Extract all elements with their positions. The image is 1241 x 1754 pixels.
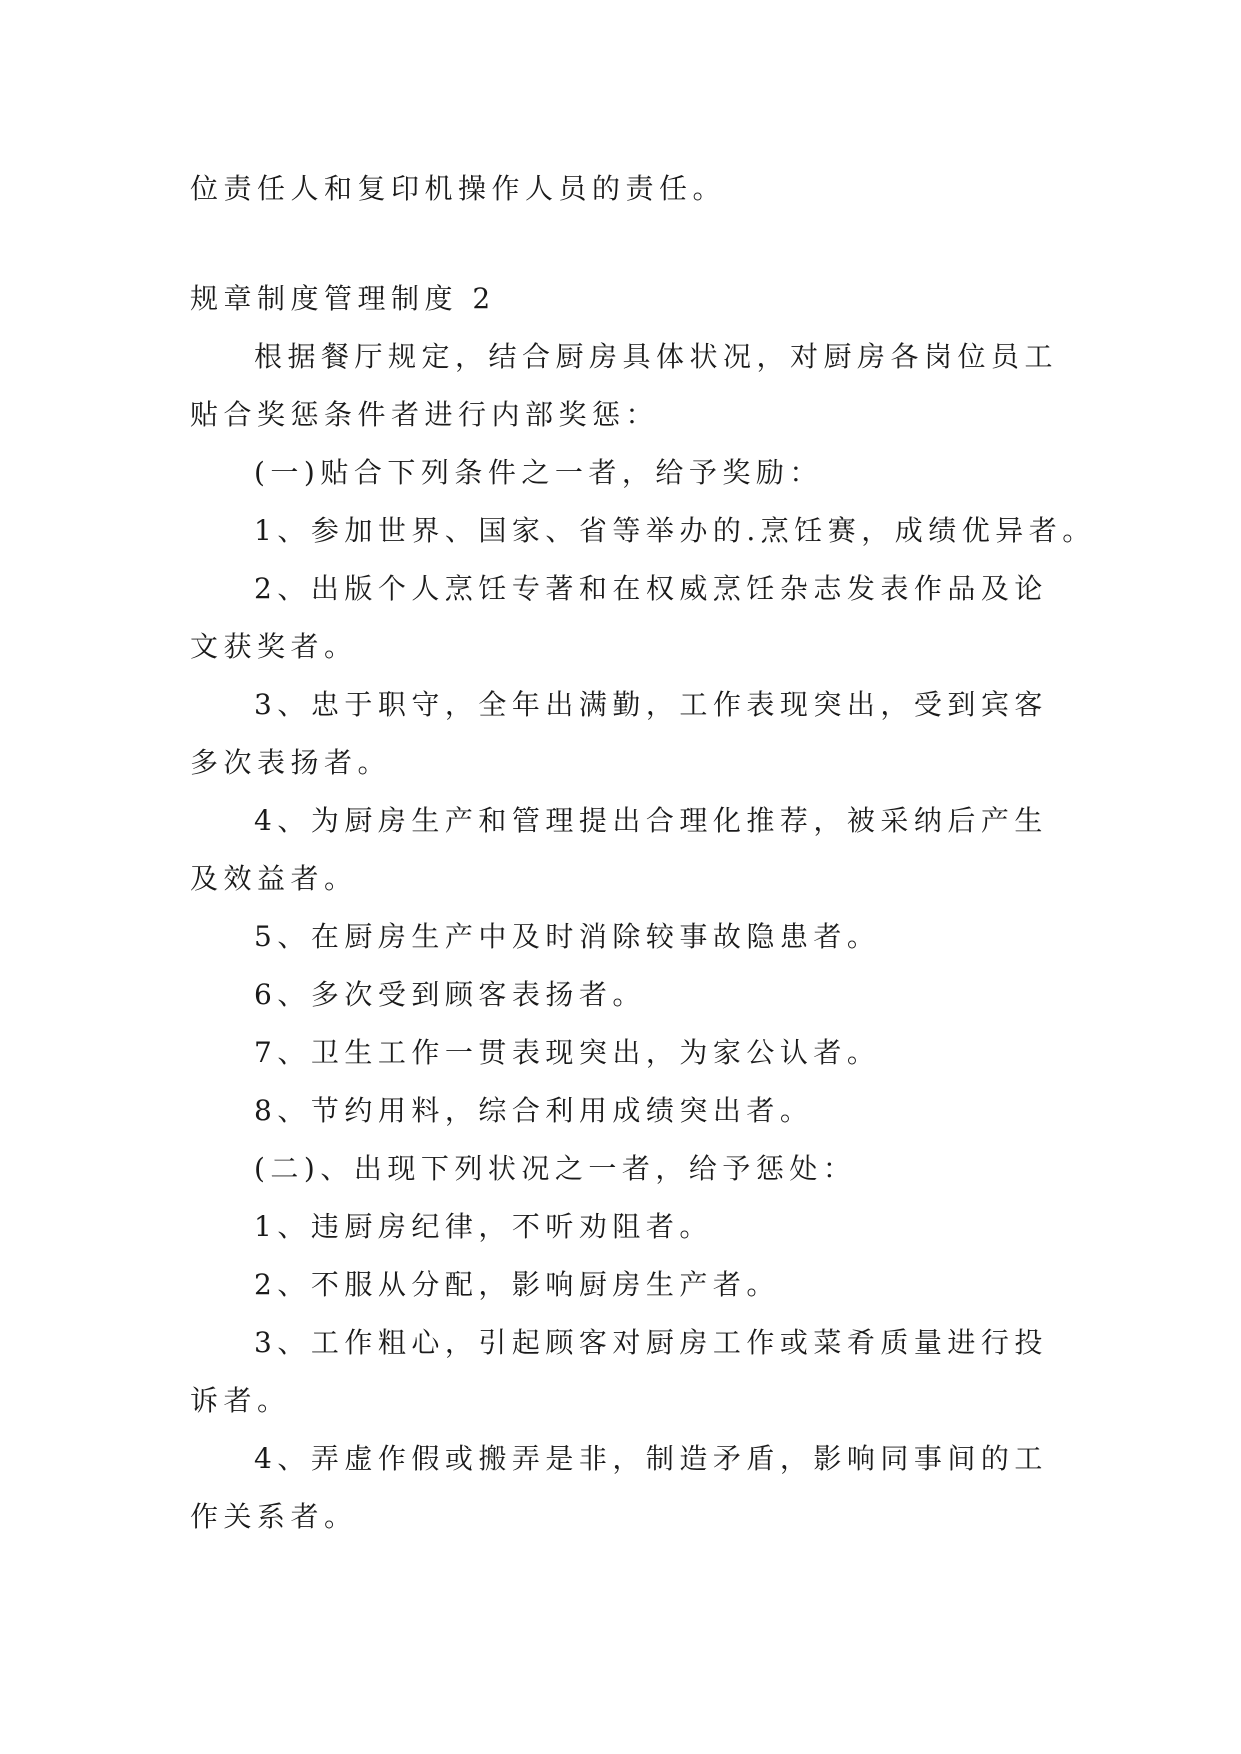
list-item: 5、在厨房生产中及时消除较事故隐患者。 xyxy=(254,920,881,953)
section-title: 规章制度管理制度 2 xyxy=(190,282,496,315)
list-item: 6、多次受到顾客表扬者。 xyxy=(254,978,646,1011)
subsection-heading-rewards: (一)贴合下列条件之一者，给予奖励： xyxy=(254,456,823,489)
paragraph-line: 根据餐厅规定，结合厨房具体状况，对厨房各岗位员工 xyxy=(254,340,1059,373)
subsection-heading-penalties: (二)、出现下列状况之一者，给予惩处： xyxy=(254,1152,857,1185)
list-item-continuation: 作关系者。 xyxy=(190,1500,358,1533)
paragraph-continuation: 位责任人和复印机操作人员的责任。 xyxy=(190,172,727,205)
list-item: 7、卫生工作一贯表现突出，为家公认者。 xyxy=(254,1036,881,1069)
list-item: 8、节约用料，综合利用成绩突出者。 xyxy=(254,1094,814,1127)
list-item-continuation: 及效益者。 xyxy=(190,862,358,895)
list-item: 3、忠于职守，全年出满勤，工作表现突出，受到宾客 xyxy=(254,688,1048,721)
list-item: 3、工作粗心，引起顾客对厨房工作或菜肴质量进行投 xyxy=(254,1326,1048,1359)
list-item: 1、违厨房纪律，不听劝阻者。 xyxy=(254,1210,713,1243)
list-item: 4、为厨房生产和管理提出合理化推荐，被采纳后产生 xyxy=(254,804,1048,837)
paragraph-line: 贴合奖惩条件者进行内部奖惩： xyxy=(190,398,660,431)
document-body xyxy=(190,160,1096,1546)
list-item: 4、弄虚作假或搬弄是非，制造矛盾，影响同事间的工 xyxy=(254,1442,1048,1475)
list-item-continuation: 多次表扬者。 xyxy=(190,746,392,779)
section-gap xyxy=(190,218,1050,270)
list-item-continuation: 文获奖者。 xyxy=(190,630,358,663)
list-item-continuation: 诉者。 xyxy=(190,1384,291,1417)
list-item: 1、参加世界、国家、省等举办的.烹饪赛，成绩优异者。 xyxy=(254,514,1096,547)
list-item: 2、出版个人烹饪专著和在权威烹饪杂志发表作品及论 xyxy=(254,572,1048,605)
list-item: 2、不服从分配，影响厨房生产者。 xyxy=(254,1268,780,1301)
